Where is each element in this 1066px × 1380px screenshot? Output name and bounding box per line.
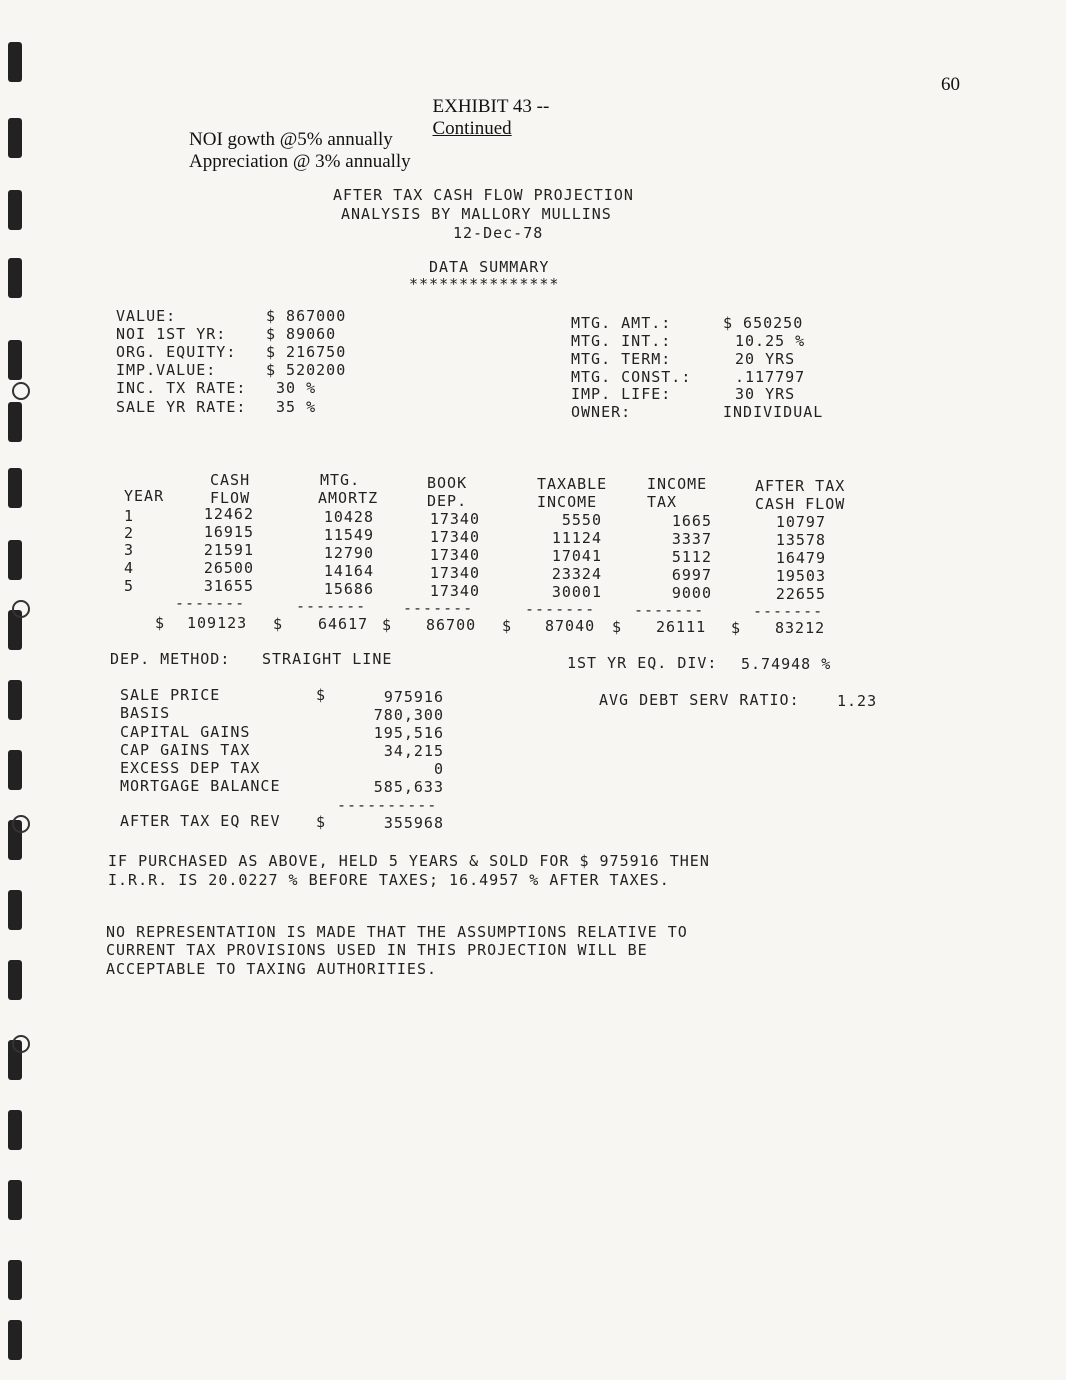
irr-line-2: I.R.R. IS 20.0227 % BEFORE TAXES; 16.4957 % AFTER TAXES. (108, 871, 670, 889)
first-yr-div-value: 5.74948 % (741, 655, 832, 673)
cell-bookdep: 17340 (429, 528, 480, 546)
cell-taxable: 11124 (551, 529, 602, 547)
cell-amortz: 10428 (323, 508, 374, 526)
cell-taxable: 17041 (551, 547, 602, 565)
cell-incometax: 6997 (671, 566, 712, 584)
sale-label: BASIS (120, 704, 171, 722)
after-tax-eq-rev-label: AFTER TAX EQ REV (120, 812, 281, 830)
sale-rule: ---------- (337, 796, 438, 814)
total-amortz: 64617 (318, 615, 369, 633)
summary-value: $ 520200 (266, 361, 347, 379)
binding-hole (8, 402, 22, 442)
report-date: 12-Dec-78 (453, 224, 544, 242)
binding-ring (12, 815, 30, 833)
summary-label: MTG. AMT.: (571, 314, 672, 332)
cell-aftertax: 16479 (775, 549, 826, 567)
sale-value: 585,633 (373, 778, 444, 796)
binding-hole (8, 468, 22, 508)
binding-ring (12, 1035, 30, 1053)
data-summary-heading: DATA SUMMARY (429, 258, 550, 276)
summary-value: $ 216750 (266, 343, 347, 361)
cell-bookdep: 17340 (429, 564, 480, 582)
summary-label: OWNER: (571, 403, 632, 421)
total-cashflow: 109123 (187, 614, 248, 632)
cell-incometax: 3337 (671, 530, 712, 548)
summary-label: MTG. INT.: (571, 332, 672, 350)
first-yr-div-label: 1ST YR EQ. DIV: (567, 654, 718, 672)
total-incometax: 26111 (656, 618, 707, 636)
binding-hole (8, 960, 22, 1000)
cell-amortz: 15686 (323, 580, 374, 598)
summary-value: 35 % (276, 398, 317, 416)
sale-label: CAPITAL GAINS (120, 723, 251, 741)
sale-value: 195,516 (373, 724, 444, 742)
cell-year: 3 (124, 541, 135, 559)
dep-method-label: DEP. METHOD: (110, 650, 231, 668)
total-rule: ------- (525, 600, 596, 618)
col-header-aftertax-top: AFTER TAX (755, 477, 846, 495)
sale-value: 780,300 (373, 706, 444, 724)
currency-symbol: $ (316, 686, 327, 704)
binding-hole (8, 680, 22, 720)
cell-taxable: 23324 (551, 565, 602, 583)
summary-value: 20 YRS (735, 350, 796, 368)
cell-year: 1 (124, 507, 135, 525)
summary-label: MTG. CONST.: (571, 368, 692, 386)
sale-value: 975916 (383, 688, 444, 706)
cell-incometax: 5112 (671, 548, 712, 566)
total-rule: ------- (753, 602, 824, 620)
currency-symbol: $ (273, 615, 284, 633)
col-header-year: YEAR (124, 487, 165, 505)
total-rule: ------- (296, 597, 367, 615)
avg-debt-value: 1.23 (837, 692, 878, 710)
disclaimer-line-3: ACCEPTABLE TO TAXING AUTHORITIES. (106, 960, 438, 978)
col-header-taxable-bottom: INCOME (537, 493, 598, 511)
summary-value: 30 YRS (735, 385, 796, 403)
assumption-noi: NOI gowth @5% annually (189, 129, 393, 150)
summary-label: MTG. TERM: (571, 350, 672, 368)
binding-hole (8, 890, 22, 930)
binding-hole (8, 750, 22, 790)
cell-cashflow: 31655 (203, 577, 254, 595)
binding-hole (8, 1320, 22, 1360)
assumption-appreciation: Appreciation @ 3% annually (189, 151, 411, 172)
cell-year: 2 (124, 524, 135, 542)
binding-holes (8, 20, 24, 1380)
summary-value: 30 % (276, 379, 317, 397)
irr-line-1: IF PURCHASED AS ABOVE, HELD 5 YEARS & SOLD FOR $ 975916 THEN (108, 852, 710, 870)
binding-hole (8, 1180, 22, 1220)
summary-label: VALUE: (116, 307, 177, 325)
cell-taxable: 5550 (561, 511, 602, 529)
page-number: 60 (941, 74, 960, 95)
currency-symbol: $ (382, 616, 393, 634)
summary-value: $ 650250 (723, 314, 804, 332)
total-rule: ------- (175, 594, 246, 612)
summary-label: ORG. EQUITY: (116, 343, 237, 361)
avg-debt-label: AVG DEBT SERV RATIO: (599, 691, 800, 709)
summary-label: INC. TX RATE: (116, 379, 247, 397)
summary-label: IMP.VALUE: (116, 361, 217, 379)
currency-symbol: $ (155, 614, 166, 632)
cell-incometax: 1665 (671, 512, 712, 530)
summary-label: NOI 1ST YR: (116, 325, 227, 343)
report-analysis: ANALYSIS BY MALLORY MULLINS (341, 205, 612, 223)
total-rule: ------- (403, 599, 474, 617)
binding-ring (12, 382, 30, 400)
col-header-bookdep-top: BOOK (427, 474, 468, 492)
cell-amortz: 11549 (323, 526, 374, 544)
cell-cashflow: 16915 (203, 523, 254, 541)
disclaimer-line-1: NO REPRESENTATION IS MADE THAT THE ASSUMPTIONS RELATIVE TO (106, 923, 688, 941)
cell-bookdep: 17340 (429, 546, 480, 564)
col-header-bookdep-bottom: DEP. (427, 492, 468, 510)
report-title: AFTER TAX CASH FLOW PROJECTION (333, 186, 634, 204)
summary-value: .117797 (735, 368, 806, 386)
dep-method-value: STRAIGHT LINE (262, 650, 393, 668)
summary-value: INDIVIDUAL (723, 403, 824, 421)
col-header-aftertax-bottom: CASH FLOW (755, 495, 846, 513)
binding-hole (8, 118, 22, 158)
cell-cashflow: 21591 (203, 541, 254, 559)
binding-hole (8, 190, 22, 230)
col-header-incometax-bottom: TAX (647, 493, 678, 511)
sale-value: 0 (433, 760, 444, 778)
col-header-cashflow-top: CASH (210, 471, 251, 489)
binding-hole (8, 42, 22, 82)
cell-incometax: 9000 (671, 584, 712, 602)
exhibit-continued: Continued (432, 118, 512, 139)
summary-value: 10.25 % (735, 332, 806, 350)
exhibit-heading (423, 74, 549, 140)
cell-aftertax: 13578 (775, 531, 826, 549)
cell-aftertax: 22655 (775, 585, 826, 603)
stars-divider: *************** (409, 275, 560, 293)
exhibit-title: EXHIBIT 43 -- (432, 96, 550, 117)
cell-taxable: 30001 (551, 583, 602, 601)
currency-symbol: $ (316, 813, 327, 831)
currency-symbol: $ (731, 619, 742, 637)
summary-label: SALE YR RATE: (116, 398, 247, 416)
col-header-amortz-bottom: AMORTZ (318, 489, 379, 507)
summary-value: $ 867000 (266, 307, 347, 325)
sale-label: CAP GAINS TAX (120, 741, 251, 759)
cell-bookdep: 17340 (429, 510, 480, 528)
cell-amortz: 12790 (323, 544, 374, 562)
summary-label: IMP. LIFE: (571, 385, 672, 403)
binding-hole (8, 1110, 22, 1150)
total-bookdep: 86700 (426, 616, 477, 634)
cell-cashflow: 12462 (203, 505, 254, 523)
disclaimer-line-2: CURRENT TAX PROVISIONS USED IN THIS PROJECTION WILL BE (106, 941, 648, 959)
summary-value: $ 89060 (266, 325, 337, 343)
cell-aftertax: 19503 (775, 567, 826, 585)
cell-year: 5 (124, 577, 135, 595)
cell-year: 4 (124, 559, 135, 577)
total-aftertax: 83212 (775, 619, 826, 637)
cell-cashflow: 26500 (203, 559, 254, 577)
total-rule: ------- (634, 601, 705, 619)
binding-hole (8, 540, 22, 580)
total-taxable: 87040 (545, 617, 596, 635)
sale-label: EXCESS DEP TAX (120, 759, 261, 777)
sale-label: SALE PRICE (120, 686, 221, 704)
sale-value: 34,215 (383, 742, 444, 760)
binding-hole (8, 258, 22, 298)
cell-bookdep: 17340 (429, 582, 480, 600)
cell-aftertax: 10797 (775, 513, 826, 531)
cell-amortz: 14164 (323, 562, 374, 580)
currency-symbol: $ (612, 618, 623, 636)
col-header-incometax-top: INCOME (647, 475, 708, 493)
col-header-taxable-top: TAXABLE (537, 475, 608, 493)
after-tax-eq-rev-value: 355968 (383, 814, 444, 832)
binding-hole (8, 1260, 22, 1300)
col-header-cashflow-bottom: FLOW (210, 489, 251, 507)
binding-ring (12, 600, 30, 618)
binding-hole (8, 340, 22, 380)
sale-label: MORTGAGE BALANCE (120, 777, 281, 795)
currency-symbol: $ (502, 617, 513, 635)
col-header-amortz-top: MTG. (320, 471, 361, 489)
